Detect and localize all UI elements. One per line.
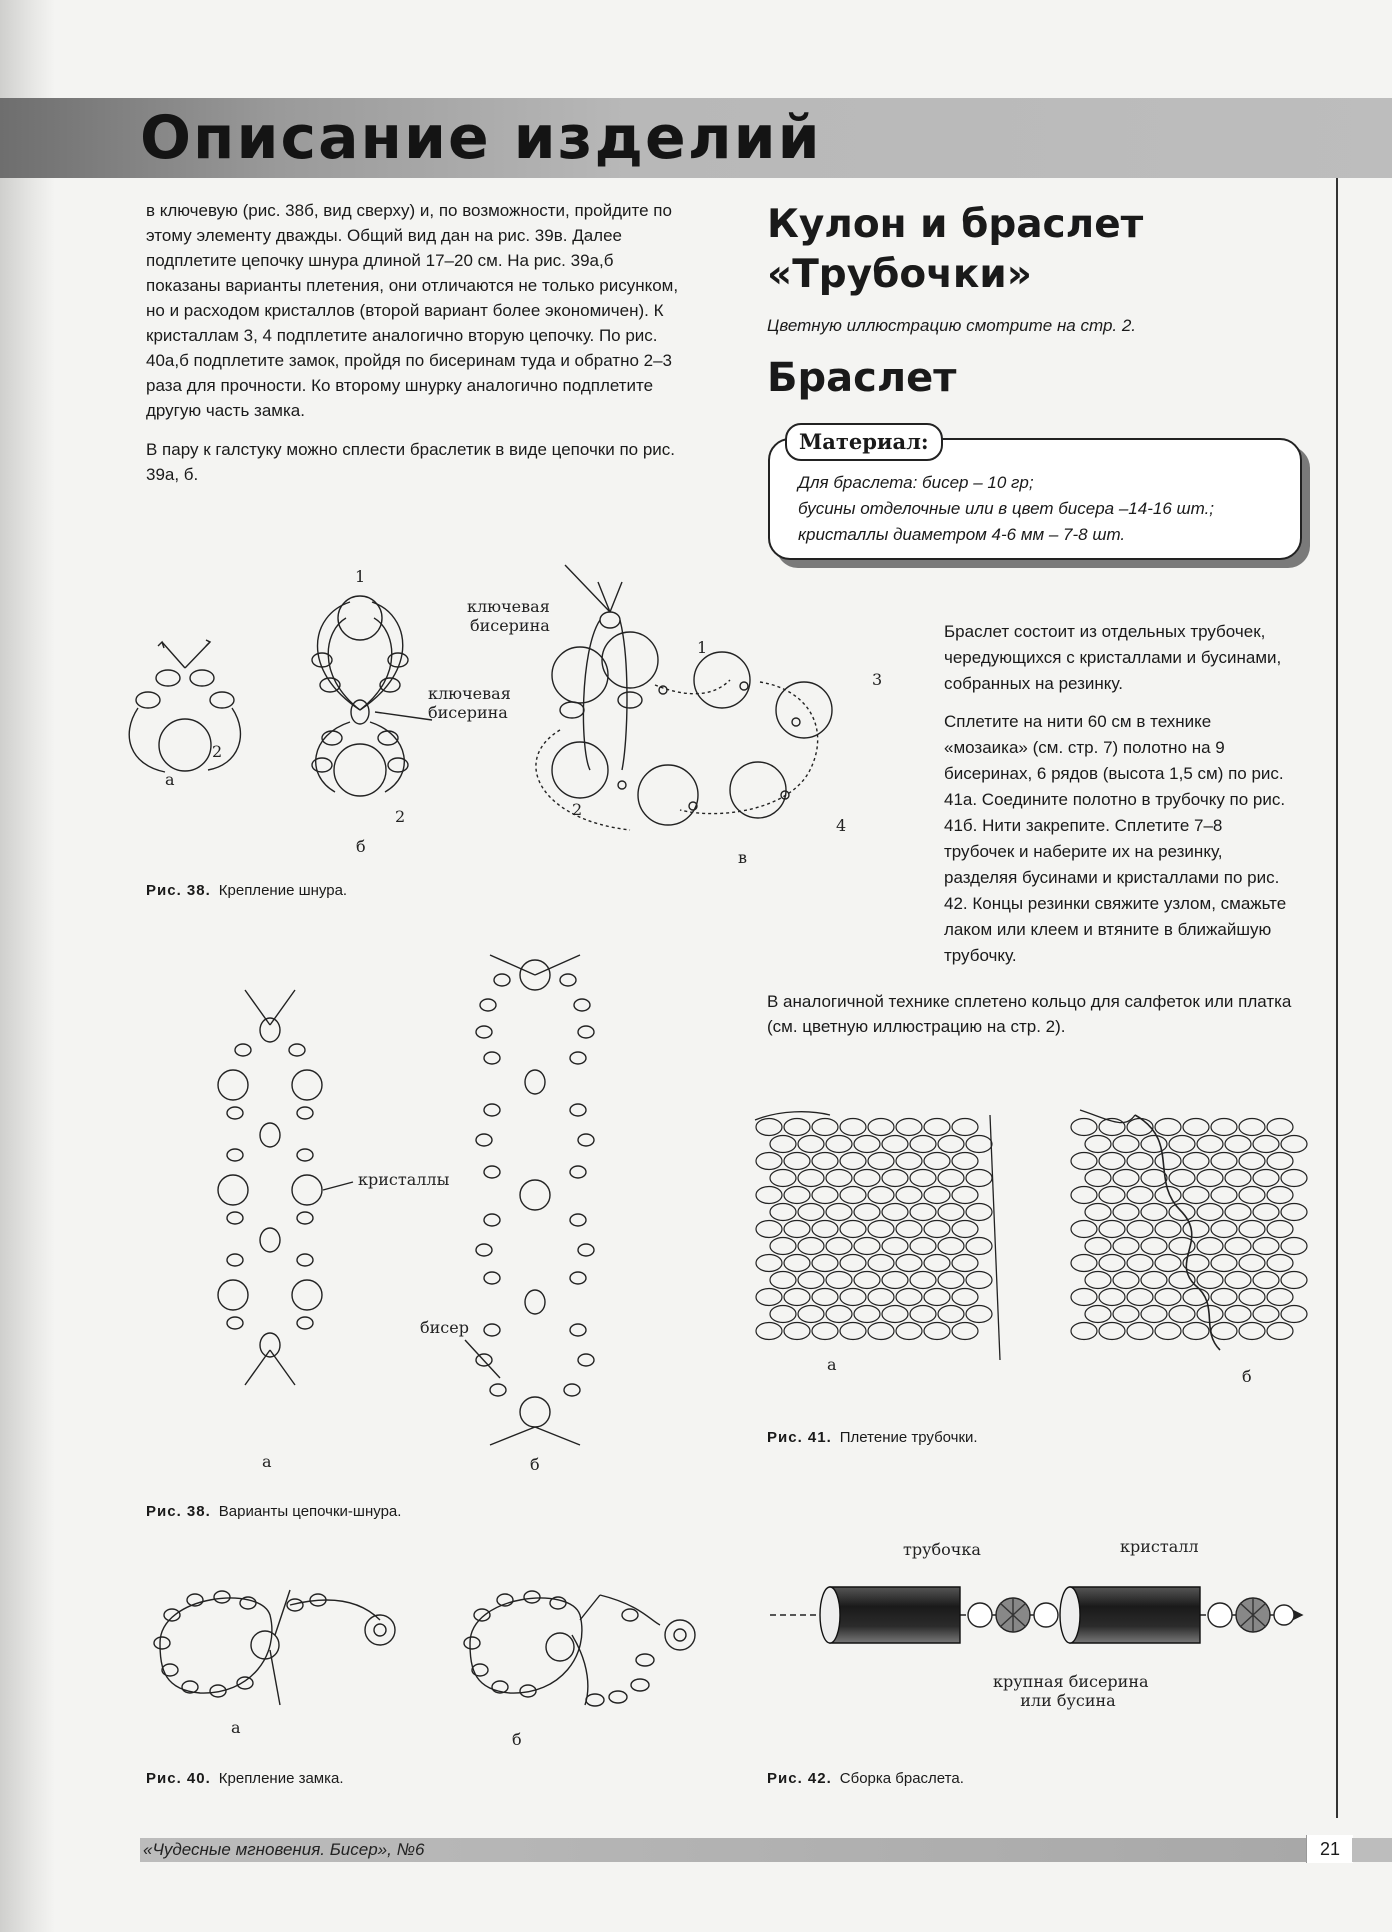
- bead: [1099, 1289, 1125, 1306]
- bead: [882, 1306, 908, 1323]
- bead: [1239, 1289, 1265, 1306]
- bead: [826, 1204, 852, 1221]
- bead: [770, 1136, 796, 1153]
- bead: [1071, 1221, 1097, 1238]
- fig38-key1-line1: ключевая: [467, 597, 550, 616]
- bead: [840, 1119, 866, 1136]
- fig41-diagram: [750, 1110, 1330, 1360]
- bead: [840, 1289, 866, 1306]
- bead: [840, 1255, 866, 1272]
- fig38-key-label-2: [428, 684, 511, 722]
- bead: [910, 1170, 936, 1187]
- bead: [1099, 1323, 1125, 1340]
- bead: [1253, 1136, 1279, 1153]
- bead: [1071, 1255, 1097, 1272]
- bead: [1211, 1323, 1237, 1340]
- bead: [1225, 1170, 1251, 1187]
- fig40-caption-num: Рис. 40.: [146, 1770, 211, 1787]
- fig40a-drawing: [154, 1590, 395, 1705]
- bead: [952, 1255, 978, 1272]
- bead: [812, 1221, 838, 1238]
- page-title: Описание изделий: [140, 103, 822, 173]
- bead: [854, 1204, 880, 1221]
- bead: [1127, 1187, 1153, 1204]
- article-title: [767, 200, 1143, 300]
- bead: [1281, 1272, 1307, 1289]
- bead: [1099, 1153, 1125, 1170]
- fig40-caption: [146, 1770, 344, 1787]
- fig38-label-3v: 3: [872, 670, 883, 689]
- fig39b-drawing: [470, 950, 630, 1470]
- right-paragraph-1: Браслет состоит из отдельных трубочек, чередующихся с кристаллами и бусинами, собранных на резинку.: [944, 622, 1282, 693]
- bead: [784, 1153, 810, 1170]
- bead: [896, 1323, 922, 1340]
- material-line-2: бусины отделочные или в цвет бисера –14-16 шт.;: [798, 499, 1215, 518]
- bead: [1099, 1221, 1125, 1238]
- bead: [952, 1221, 978, 1238]
- bead: [1155, 1323, 1181, 1340]
- bead: [1141, 1238, 1167, 1255]
- bead: [1071, 1289, 1097, 1306]
- bead: [868, 1255, 894, 1272]
- bead: [1099, 1255, 1125, 1272]
- bead: [1141, 1170, 1167, 1187]
- bead: [1071, 1119, 1097, 1136]
- bead: [1071, 1153, 1097, 1170]
- bead: [924, 1289, 950, 1306]
- bead: [784, 1119, 810, 1136]
- fig38v-drawing: [536, 565, 832, 830]
- fig41-caption-text: Плетение трубочки.: [839, 1429, 978, 1446]
- bead: [798, 1170, 824, 1187]
- bead: [1253, 1238, 1279, 1255]
- fig40-caption-text: Крепление замка.: [218, 1770, 344, 1787]
- page-number: 21: [1306, 1835, 1353, 1863]
- bead: [924, 1119, 950, 1136]
- left-paragraph-2: В пару к галстуку можно сплести браслетик в виде цепочки по рис. 39а, б.: [146, 440, 676, 484]
- bead: [756, 1153, 782, 1170]
- bead: [798, 1204, 824, 1221]
- fig40-label-a: а: [231, 1718, 241, 1737]
- bead: [1225, 1306, 1251, 1323]
- bead: [882, 1238, 908, 1255]
- fig41-label-b: б: [1242, 1367, 1252, 1386]
- fig38-key1-line2: бисерина: [469, 616, 550, 635]
- bead: [896, 1187, 922, 1204]
- bead: [784, 1323, 810, 1340]
- bead: [840, 1187, 866, 1204]
- bead: [910, 1272, 936, 1289]
- bead: [882, 1272, 908, 1289]
- bead: [770, 1272, 796, 1289]
- bead: [1281, 1170, 1307, 1187]
- fig42-big-line2: или бусина: [1020, 1691, 1116, 1710]
- bead: [910, 1136, 936, 1153]
- footer-journal: «Чудесные мгновения. Бисер», №6: [143, 1840, 425, 1859]
- fig39-label-crystals: кристаллы: [358, 1170, 450, 1189]
- bead: [854, 1136, 880, 1153]
- bead: [952, 1323, 978, 1340]
- bead: [1211, 1153, 1237, 1170]
- bead: [1281, 1238, 1307, 1255]
- fig38-label-4v: 4: [836, 816, 847, 835]
- bead: [1253, 1306, 1279, 1323]
- bead: [1211, 1119, 1237, 1136]
- bead: [1253, 1170, 1279, 1187]
- bead: [1127, 1323, 1153, 1340]
- bead: [784, 1221, 810, 1238]
- bead: [868, 1187, 894, 1204]
- bead: [938, 1238, 964, 1255]
- left-text-column: [146, 198, 686, 499]
- right-paragraph-2: Сплетите на нити 60 см в технике «мозаика» (см. стр. 7) полотно на 9 бисеринах, 6 рядов (высота 1,5 см) по рис. 41а. Соедините полотно в трубочку по рис. 41б. Нити закрепите. Сплетите 7–8 трубочек и наберите их на резинку, разделяя бусинами и кристаллами по рис. 42. Концы резинки свяжите узлом, смажьте лаком или клеем и втяните в ближайшую трубочку.: [944, 712, 1287, 965]
- bead: [1071, 1323, 1097, 1340]
- bead: [1267, 1255, 1293, 1272]
- bead: [868, 1153, 894, 1170]
- bead: [1113, 1238, 1139, 1255]
- material-list: [798, 470, 1288, 548]
- bead: [854, 1170, 880, 1187]
- right-paragraph-3: В аналогичной технике сплетено кольцо для салфеток или платка (см. цветную иллюстрацию на стр. 2).: [767, 992, 1292, 1036]
- bead: [1183, 1221, 1209, 1238]
- bead: [756, 1289, 782, 1306]
- article-title-line-2: «Трубочки»: [767, 252, 1032, 297]
- bead: [868, 1221, 894, 1238]
- fig38-key-label-1: [467, 597, 550, 635]
- bead: [1085, 1238, 1111, 1255]
- bead: [966, 1272, 992, 1289]
- fig40-diagram: [140, 1575, 740, 1725]
- bead: [938, 1204, 964, 1221]
- bead: [798, 1272, 824, 1289]
- bead: [924, 1221, 950, 1238]
- bead: [1141, 1136, 1167, 1153]
- bead: [882, 1204, 908, 1221]
- bead: [1239, 1323, 1265, 1340]
- bead: [1197, 1238, 1223, 1255]
- fig38-label-2v: 2: [572, 800, 583, 819]
- bead: [1155, 1255, 1181, 1272]
- material-label: Материал:: [785, 423, 943, 461]
- bead: [952, 1153, 978, 1170]
- color-note: Цветную иллюстрацию смотрите на стр. 2.: [767, 316, 1137, 335]
- bead: [756, 1119, 782, 1136]
- right-paragraph-3-block: [767, 989, 1307, 1051]
- bead: [1225, 1238, 1251, 1255]
- bead: [924, 1187, 950, 1204]
- bead: [1127, 1119, 1153, 1136]
- bead: [812, 1187, 838, 1204]
- bead: [966, 1238, 992, 1255]
- bead: [1127, 1153, 1153, 1170]
- fig39a-drawing: [215, 950, 475, 1470]
- bead: [1211, 1255, 1237, 1272]
- bead: [966, 1204, 992, 1221]
- bead: [826, 1238, 852, 1255]
- bead: [840, 1153, 866, 1170]
- bead: [756, 1255, 782, 1272]
- bead: [1169, 1306, 1195, 1323]
- bead: [770, 1170, 796, 1187]
- bead: [1113, 1204, 1139, 1221]
- bead: [812, 1153, 838, 1170]
- bead: [868, 1323, 894, 1340]
- bead: [854, 1238, 880, 1255]
- fig41-caption: [767, 1429, 978, 1446]
- bead: [1239, 1187, 1265, 1204]
- page-spine-shadow: [0, 0, 55, 1932]
- bead: [1281, 1136, 1307, 1153]
- bead: [1085, 1306, 1111, 1323]
- bead: [1197, 1170, 1223, 1187]
- bead: [910, 1238, 936, 1255]
- bead: [1183, 1187, 1209, 1204]
- bead: [1113, 1272, 1139, 1289]
- bead: [1211, 1289, 1237, 1306]
- bead: [1267, 1323, 1293, 1340]
- bead: [1239, 1153, 1265, 1170]
- bead: [1211, 1221, 1237, 1238]
- fig41-caption-num: Рис. 41.: [767, 1429, 832, 1446]
- bead: [1281, 1204, 1307, 1221]
- fig40b-drawing: [464, 1591, 695, 1706]
- fig41-label-a: а: [827, 1355, 837, 1374]
- bead: [1183, 1323, 1209, 1340]
- bead: [1085, 1272, 1111, 1289]
- bead: [924, 1323, 950, 1340]
- fig42-label-crystal: кристалл: [1120, 1537, 1199, 1556]
- fig38-key2-line2: бисерина: [428, 703, 508, 722]
- bead: [770, 1306, 796, 1323]
- bead: [966, 1170, 992, 1187]
- material-line-3: кристаллы диаметром 4-6 мм – 7-8 шт.: [798, 525, 1126, 544]
- bead: [896, 1153, 922, 1170]
- fig38b-drawing: [312, 596, 432, 796]
- bead: [840, 1221, 866, 1238]
- bead: [854, 1306, 880, 1323]
- bead: [1141, 1204, 1167, 1221]
- bead: [1267, 1119, 1293, 1136]
- fig39-caption-num: Рис. 38.: [146, 1503, 211, 1520]
- bead: [770, 1204, 796, 1221]
- fig42-label-big-bead: [993, 1672, 1149, 1710]
- fig39-label-b: б: [530, 1455, 540, 1474]
- bead: [1225, 1272, 1251, 1289]
- bead: [966, 1136, 992, 1153]
- bead: [1113, 1306, 1139, 1323]
- bead: [840, 1323, 866, 1340]
- bead: [1211, 1187, 1237, 1204]
- fig42-label-tube: трубочка: [903, 1540, 981, 1559]
- fig38-caption-text: Крепление шнура.: [218, 882, 348, 899]
- fig38a-drawing: [129, 640, 240, 772]
- fig39-caption-text: Варианты цепочки-шнура.: [218, 1503, 402, 1520]
- bead: [938, 1170, 964, 1187]
- fig38-label-a: а: [165, 770, 175, 789]
- bead: [1127, 1255, 1153, 1272]
- bead: [896, 1255, 922, 1272]
- bead: [756, 1323, 782, 1340]
- bead: [1169, 1170, 1195, 1187]
- bead: [770, 1238, 796, 1255]
- bead: [1239, 1255, 1265, 1272]
- bead: [854, 1272, 880, 1289]
- fig38-label-2a: 2: [212, 742, 223, 761]
- fig41a-grid: [756, 1119, 992, 1340]
- fig42-big-line1: крупная бисерина: [993, 1672, 1149, 1691]
- footer-tail-band: [1352, 1838, 1392, 1862]
- bead: [1183, 1119, 1209, 1136]
- bead: [952, 1119, 978, 1136]
- material-line-1: Для браслета: бисер – 10 гр;: [798, 473, 1034, 492]
- bead: [1183, 1153, 1209, 1170]
- bead: [812, 1255, 838, 1272]
- bead: [1141, 1272, 1167, 1289]
- bead: [1197, 1272, 1223, 1289]
- bead: [756, 1221, 782, 1238]
- bead: [784, 1289, 810, 1306]
- bead: [868, 1289, 894, 1306]
- bead: [1267, 1289, 1293, 1306]
- bead: [1141, 1306, 1167, 1323]
- bead: [1225, 1204, 1251, 1221]
- bead: [1267, 1187, 1293, 1204]
- fig41b-grid: [1071, 1119, 1307, 1340]
- fig42-caption-num: Рис. 42.: [767, 1770, 832, 1787]
- bead: [1155, 1153, 1181, 1170]
- bead: [1267, 1221, 1293, 1238]
- fig42-caption-text: Сборка браслета.: [839, 1770, 964, 1787]
- bead: [1253, 1272, 1279, 1289]
- bead: [896, 1221, 922, 1238]
- bead: [1239, 1221, 1265, 1238]
- fig40-label-b: б: [512, 1730, 522, 1749]
- fig38-label-v: в: [738, 848, 748, 867]
- bead: [1281, 1306, 1307, 1323]
- bead: [812, 1323, 838, 1340]
- fig38-caption-num: Рис. 38.: [146, 882, 211, 899]
- fig38-label-2b: 2: [395, 807, 406, 826]
- bead: [1113, 1170, 1139, 1187]
- bead: [784, 1255, 810, 1272]
- bead: [952, 1187, 978, 1204]
- bead: [910, 1306, 936, 1323]
- bead: [812, 1119, 838, 1136]
- bead: [938, 1136, 964, 1153]
- bead: [1155, 1289, 1181, 1306]
- bead: [1169, 1136, 1195, 1153]
- left-paragraph-1: в ключевую (рис. 38б, вид сверху) и, по возможности, пройдите по этому элементу дважды. Общий вид дан на рис. 39в. Далее подплетите цепочку шнура длиной 17–20 см. На рис. 39а,б показаны варианты плетения, они отличаются не только рисунком, но и расходом кристаллов (второй вариант более экономичен). К кристаллам 3, 4 подплетите аналогично вторую цепочку. По рис. 40а,б подплетите замок, пройдя по бисеринам туда и обратно 2–3 раза для прочности. Ко второму шнурку аналогично подплетите другую часть замка.: [146, 201, 679, 420]
- bead: [896, 1119, 922, 1136]
- bead: [1127, 1221, 1153, 1238]
- bead: [826, 1306, 852, 1323]
- bead: [882, 1136, 908, 1153]
- bead: [966, 1306, 992, 1323]
- bead: [938, 1306, 964, 1323]
- bead: [924, 1153, 950, 1170]
- fig38-label-b: б: [356, 837, 366, 856]
- bead: [1197, 1204, 1223, 1221]
- article-title-line-1: Кулон и браслет: [767, 202, 1144, 247]
- bead: [868, 1119, 894, 1136]
- fig39-label-beads: бисер: [420, 1318, 469, 1337]
- bead: [1267, 1153, 1293, 1170]
- bead: [798, 1136, 824, 1153]
- fig42-diagram: [770, 1575, 1310, 1655]
- bead: [910, 1204, 936, 1221]
- bead: [1085, 1170, 1111, 1187]
- fig38-caption: [146, 882, 347, 899]
- bead: [798, 1306, 824, 1323]
- bead: [756, 1187, 782, 1204]
- bead: [938, 1272, 964, 1289]
- bead: [826, 1136, 852, 1153]
- bead: [798, 1238, 824, 1255]
- bead: [1071, 1187, 1097, 1204]
- bead: [1127, 1289, 1153, 1306]
- bead: [1113, 1136, 1139, 1153]
- fig38-label-1b: 1: [355, 567, 366, 586]
- bead: [1099, 1187, 1125, 1204]
- bead: [1155, 1221, 1181, 1238]
- bead: [1239, 1119, 1265, 1136]
- bead: [1085, 1204, 1111, 1221]
- bead: [1225, 1136, 1251, 1153]
- bead: [924, 1255, 950, 1272]
- bead: [826, 1272, 852, 1289]
- fig39-caption: [146, 1503, 401, 1520]
- bead: [784, 1187, 810, 1204]
- bead: [1085, 1136, 1111, 1153]
- right-text-column: [944, 619, 1296, 981]
- bead: [826, 1170, 852, 1187]
- bead: [812, 1289, 838, 1306]
- fig38-label-1v: 1: [697, 638, 708, 657]
- bead: [882, 1170, 908, 1187]
- fig39-label-a: а: [262, 1452, 272, 1471]
- fig38-key2-line1: ключевая: [428, 684, 511, 703]
- bead: [896, 1289, 922, 1306]
- bead: [1155, 1119, 1181, 1136]
- fig42-caption: [767, 1770, 964, 1787]
- bead: [952, 1289, 978, 1306]
- bead: [1253, 1204, 1279, 1221]
- section-subtitle: Браслет: [767, 355, 957, 401]
- bead: [1197, 1136, 1223, 1153]
